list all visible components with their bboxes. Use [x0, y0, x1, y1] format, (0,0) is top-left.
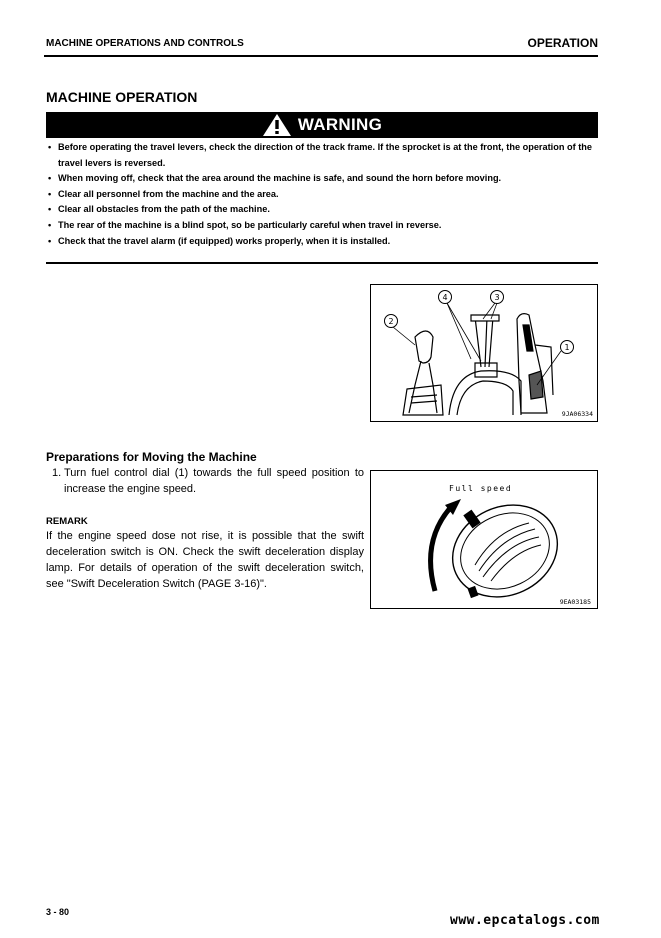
step-1 [52, 465, 364, 497]
callout-3: 3 [494, 293, 500, 302]
callout-1: 1 [564, 343, 570, 352]
figure1-code: 9JA06334 [561, 410, 593, 418]
warning-item: • Clear all personnel from the machine and the area. [46, 187, 598, 203]
subsection-title: Preparations for Moving the Machine [46, 450, 257, 464]
callout-4: 4 [442, 293, 448, 302]
step-text: Turn fuel control dial (1) towards the full speed position to increase the engine speed. [64, 467, 364, 495]
warning-list [46, 140, 598, 249]
warning-item: • When moving off, check that the area around the machine is safe, and sound the horn before moving. [46, 171, 598, 187]
warning-banner [46, 112, 598, 138]
fuel-dial-illustration [371, 471, 597, 608]
step-number: 1. [52, 467, 62, 479]
warning-item: • Check that the travel alarm (if equipped) works properly, when it is installed. [46, 234, 598, 250]
warning-label: WARNING [297, 115, 383, 134]
callout-2: 2 [388, 317, 394, 326]
page-number: 3 - 80 [46, 907, 70, 917]
figure2-code: 9EA03185 [559, 598, 591, 606]
full-speed-label: Full speed [449, 484, 513, 493]
warning-divider [46, 262, 598, 264]
watermark: www.epcatalogs.com [450, 913, 600, 928]
remark-heading: REMARK [46, 516, 88, 527]
section-title: MACHINE OPERATION [46, 89, 198, 105]
warning-item: • Before operating the travel levers, check the direction of the track frame. If the sprocket is at the front, the operation of the travel levers is reversed. [46, 140, 598, 171]
warning-item: • The rear of the machine is a blind spot, so be particularly careful when travel in reverse. [46, 218, 598, 234]
warning-triangle-icon [262, 113, 292, 137]
warning-item: • Clear all obstacles from the path of the machine. [46, 202, 598, 218]
header-divider [44, 55, 598, 57]
header-section-label: MACHINE OPERATIONS AND CONTROLS [46, 38, 244, 49]
travel-levers-figure [370, 284, 598, 422]
header-chapter-label: OPERATION [527, 36, 598, 50]
fuel-dial-figure [370, 470, 598, 609]
travel-levers-illustration [371, 285, 597, 421]
remark-text: If the engine speed dose not rise, it is possible that the swift deceleration switch is ON. Check the swift deceleration display lamp. For details of operation of the swift deceleration switch, see "Swift Deceleration Switch (PAGE 3-16)". [46, 530, 364, 590]
